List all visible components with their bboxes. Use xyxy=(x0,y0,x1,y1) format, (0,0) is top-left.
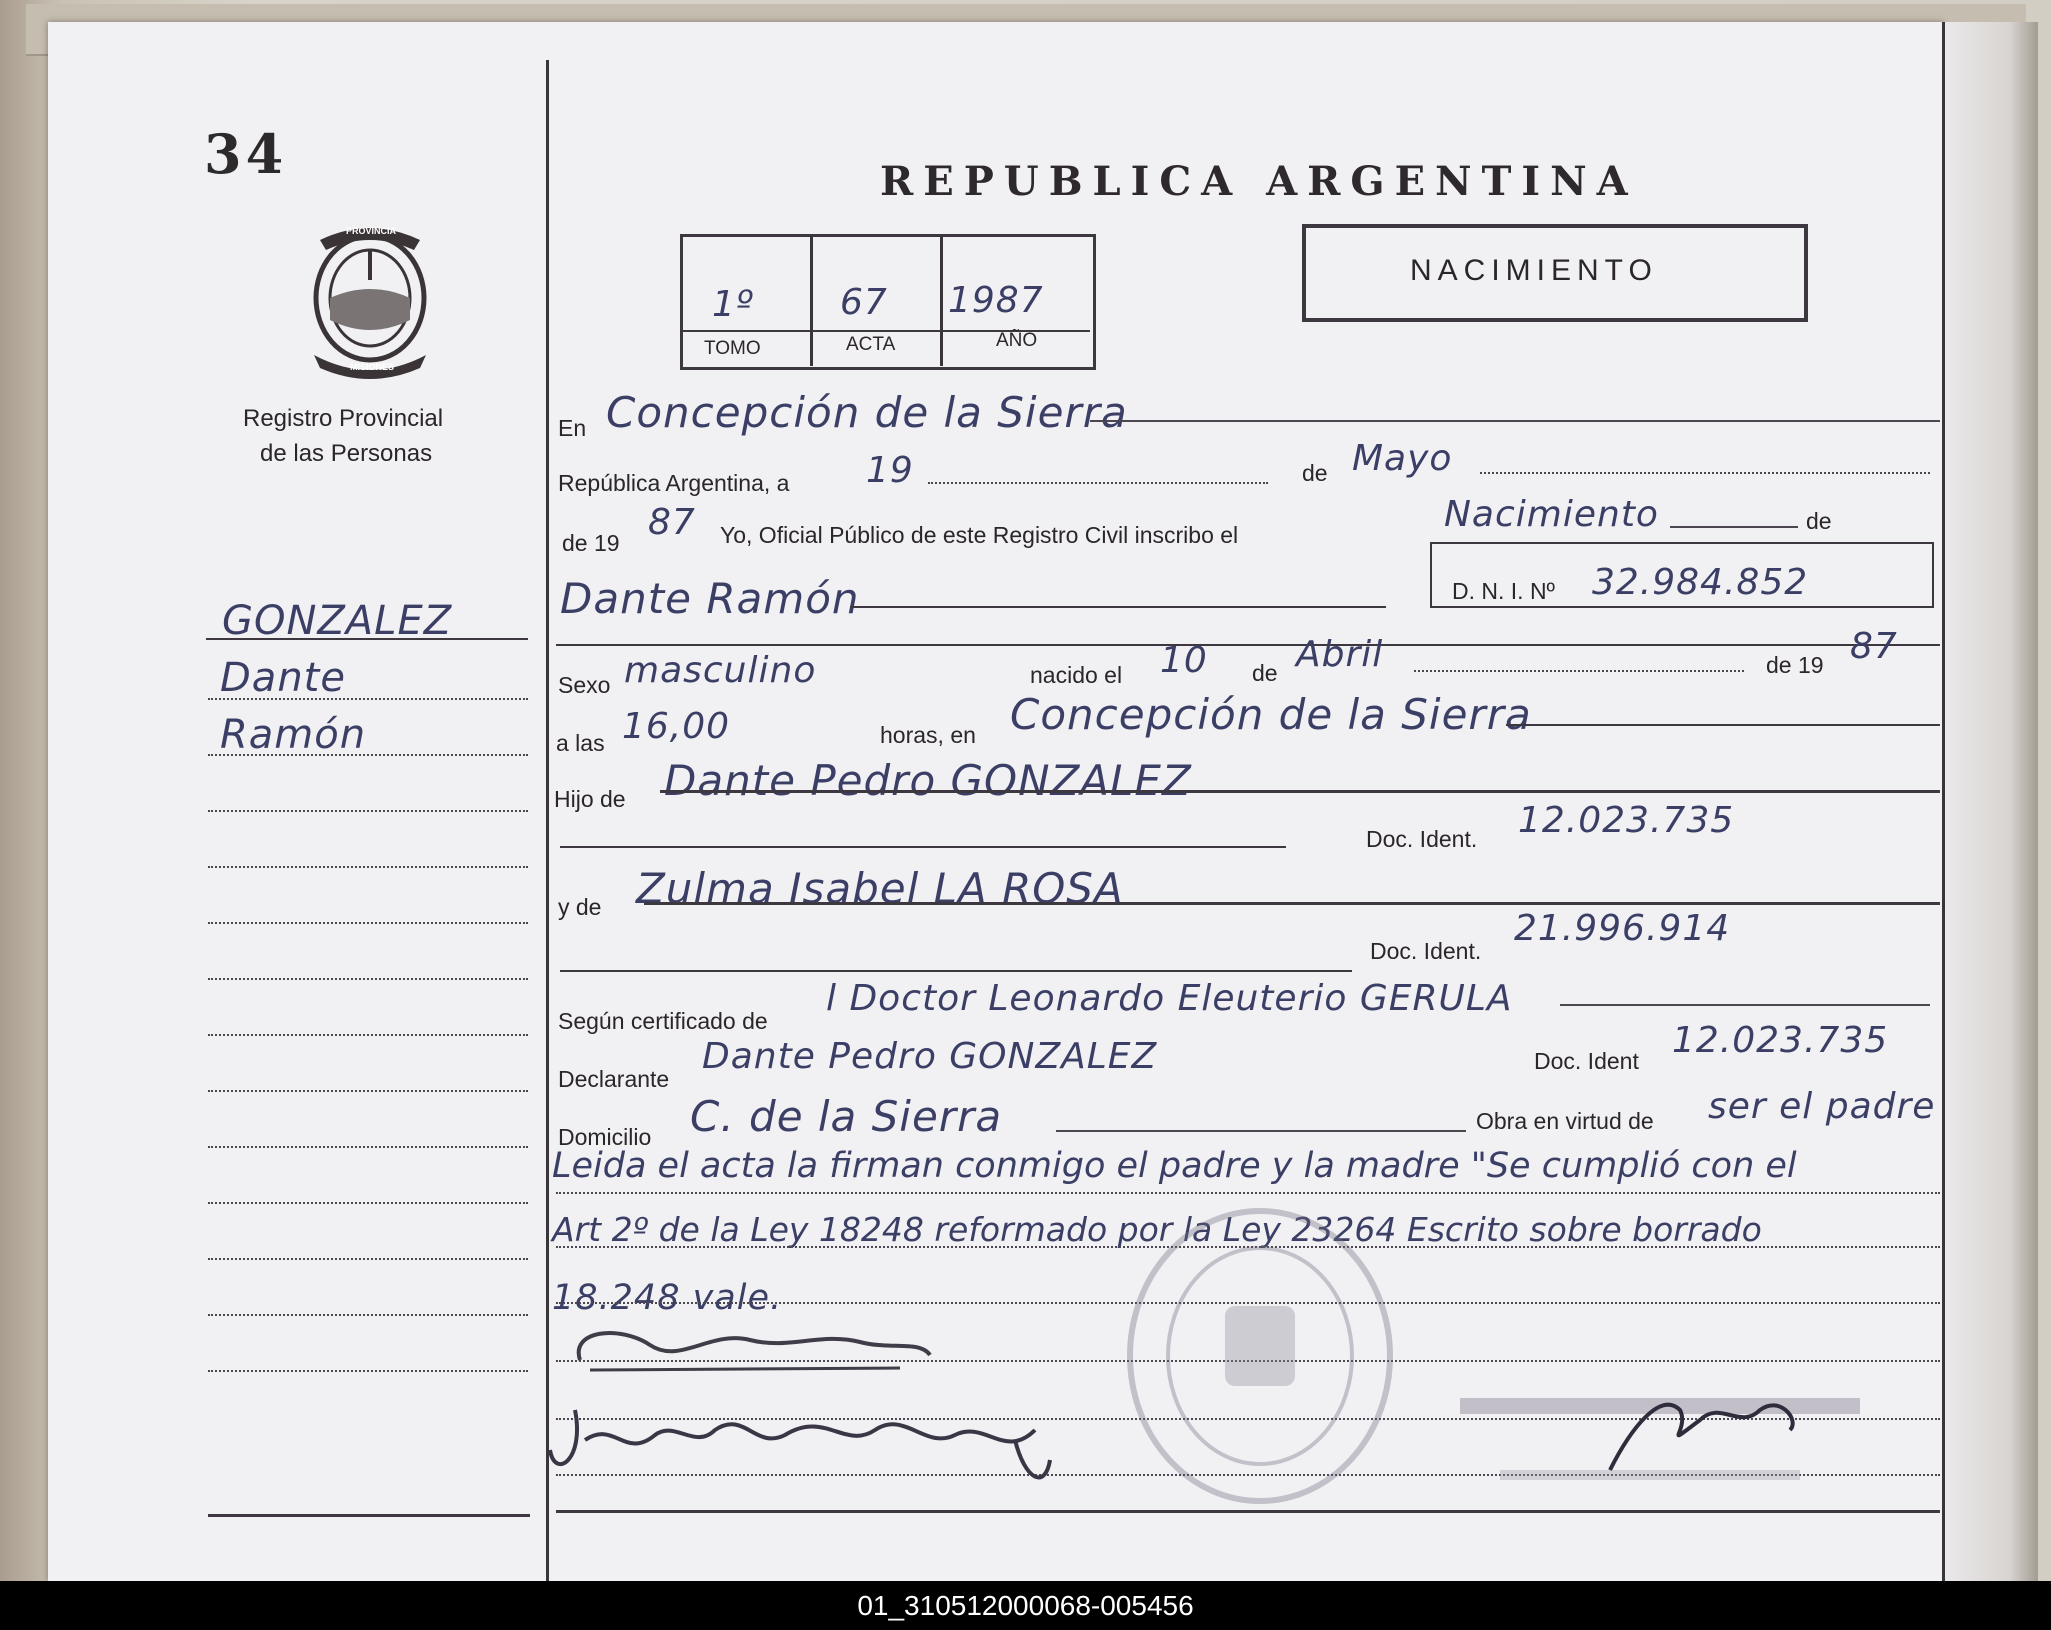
acta-label: ACTA xyxy=(846,334,896,355)
dni-label: D. N. I. Nº xyxy=(1452,578,1555,604)
book-right-edge xyxy=(1943,22,2038,1581)
margin-ruled-line xyxy=(208,866,528,868)
mother-name-value: Zulma Isabel LA ROSA xyxy=(636,864,1124,913)
ano-label: AÑO xyxy=(996,330,1038,351)
place-value: Concepción de la Sierra xyxy=(606,388,1128,437)
obra-value: ser el padre xyxy=(1708,1086,1936,1127)
record-index-divider-1 xyxy=(810,236,813,366)
year-prefix-label: de 19 xyxy=(562,530,620,556)
province-seal xyxy=(300,220,440,380)
father-doc-label: Doc. Ident. xyxy=(1366,826,1478,852)
ano-value: 1987 xyxy=(948,280,1044,321)
sexo-value: masculino xyxy=(624,650,817,691)
page-number: 34 xyxy=(204,122,288,186)
year-value: 87 xyxy=(648,502,696,543)
record-index-divider-2 xyxy=(940,236,943,366)
day-value: 19 xyxy=(866,450,914,491)
note-line-1: Leida el acta la firman conmigo el padre y la madre "Se cumplió con el xyxy=(552,1146,1797,1186)
margin-surname: GONZALEZ xyxy=(222,598,453,644)
birth-month-rule xyxy=(1414,670,1744,672)
margin-ruled-line xyxy=(208,1258,528,1260)
birth-month-de-label: de xyxy=(1252,660,1278,686)
margin-ruled-line xyxy=(208,1146,528,1148)
margin-ruled-line xyxy=(208,698,528,700)
seal-bottom-text: MISIONES xyxy=(350,362,395,372)
obra-label: Obra en virtud de xyxy=(1476,1108,1654,1134)
column-divider xyxy=(546,60,549,1581)
image-caption: 01_310512000068-005456 xyxy=(0,1581,2051,1630)
tomo-value: 1º xyxy=(712,284,754,325)
y-de-label: y de xyxy=(558,894,602,920)
margin-ruled-line xyxy=(208,922,528,924)
father-doc-value: 12.023.735 xyxy=(1518,800,1735,841)
en-label: En xyxy=(558,415,587,441)
officer-text: Yo, Oficial Público de este Registro Civil inscribo el xyxy=(720,522,1239,548)
domicilio-label: Domicilio xyxy=(558,1124,652,1150)
event-value: Nacimiento xyxy=(1444,494,1659,535)
horas-label: horas, en xyxy=(880,722,976,748)
domicilio-value: C. de la Sierra xyxy=(690,1092,1003,1141)
seal-top-text: PROVINCIA xyxy=(346,226,397,236)
birth-day-value: 10 xyxy=(1160,640,1208,681)
mother-name-rule xyxy=(644,902,1940,905)
event-rule xyxy=(1670,526,1798,528)
margin-ruled-line xyxy=(208,1090,528,1092)
hijo-label: Hijo de xyxy=(554,786,626,812)
father-name-rule xyxy=(660,790,1940,793)
sexo-label: Sexo xyxy=(558,672,611,698)
margin-ruled-line xyxy=(208,978,528,980)
place-rule xyxy=(1090,420,1940,422)
record-type: NACIMIENTO xyxy=(1410,254,1658,287)
mother-doc-left-rule xyxy=(560,970,1352,972)
certificate-rule xyxy=(1560,1004,1930,1006)
domicilio-rule xyxy=(1056,1130,1466,1132)
father-name-value: Dante Pedro GONZALEZ xyxy=(664,756,1192,805)
birth-time-value: 16,00 xyxy=(622,706,731,747)
body-ruled-line xyxy=(556,1192,1940,1194)
margin-first-name: Dante xyxy=(220,655,346,701)
acta-value: 67 xyxy=(840,282,888,323)
margin-surname-rule xyxy=(206,638,528,640)
father-doc-left-rule xyxy=(560,846,1286,848)
note-line-2: Art 2º de la Ley 18248 reformado por la Ley 23264 Escrito sobre borrado xyxy=(552,1210,1762,1249)
republic-label: República Argentina, a xyxy=(558,470,790,496)
margin-ruled-line xyxy=(208,810,528,812)
declarante-doc-value: 12.023.735 xyxy=(1672,1020,1889,1061)
day-rule xyxy=(928,482,1268,484)
certificate-by-value: l Doctor Leonardo Eleuterio GERULA xyxy=(826,978,1513,1019)
mother-doc-value: 21.996.914 xyxy=(1514,908,1731,949)
mother-signature xyxy=(545,1380,1065,1490)
registry-stamp xyxy=(1120,1206,1400,1506)
margin-ruled-line xyxy=(208,1202,528,1204)
margin-bottom-rule xyxy=(208,1514,530,1517)
right-border xyxy=(1942,22,1945,1581)
bottom-rule xyxy=(556,1510,1940,1513)
margin-ruled-line xyxy=(208,754,528,756)
note-line-3: 18.248 vale. xyxy=(552,1278,783,1318)
official-signature xyxy=(1460,1380,1860,1490)
child-name-rule xyxy=(850,606,1386,608)
margin-ruled-line xyxy=(208,1314,528,1316)
section-rule-1 xyxy=(556,644,1940,646)
birth-month-value: Abril xyxy=(1296,634,1384,675)
event-de-label: de xyxy=(1806,508,1832,534)
register-name-line-2: de las Personas xyxy=(260,440,433,467)
tomo-label: TOMO xyxy=(704,338,761,359)
birth-year-prefix-label: de 19 xyxy=(1766,652,1824,678)
margin-ruled-line xyxy=(208,1370,528,1372)
month-value: Mayo xyxy=(1352,438,1453,479)
declarante-doc-label: Doc. Ident xyxy=(1534,1048,1639,1074)
a-las-label: a las xyxy=(556,730,605,756)
country-title: REPUBLICA ARGENTINA xyxy=(880,158,1638,205)
mother-doc-label: Doc. Ident. xyxy=(1370,938,1482,964)
dni-value: 32.984.852 xyxy=(1592,562,1809,603)
birth-place-rule xyxy=(1506,724,1940,726)
birth-place-value: Concepción de la Sierra xyxy=(1010,690,1532,739)
register-name: Registro Provincial xyxy=(243,405,444,432)
nacido-label: nacido el xyxy=(1030,662,1123,688)
child-name-value: Dante Ramón xyxy=(560,574,860,623)
month-de-label: de xyxy=(1302,460,1328,486)
segun-label: Según certificado de xyxy=(558,1008,768,1034)
margin-ruled-line xyxy=(208,1034,528,1036)
birth-year-value: 87 xyxy=(1850,626,1898,667)
margin-middle-name: Ramón xyxy=(220,712,367,758)
month-rule xyxy=(1480,472,1930,474)
declarante-name-value: Dante Pedro GONZALEZ xyxy=(702,1036,1158,1077)
declarante-label: Declarante xyxy=(558,1066,670,1092)
